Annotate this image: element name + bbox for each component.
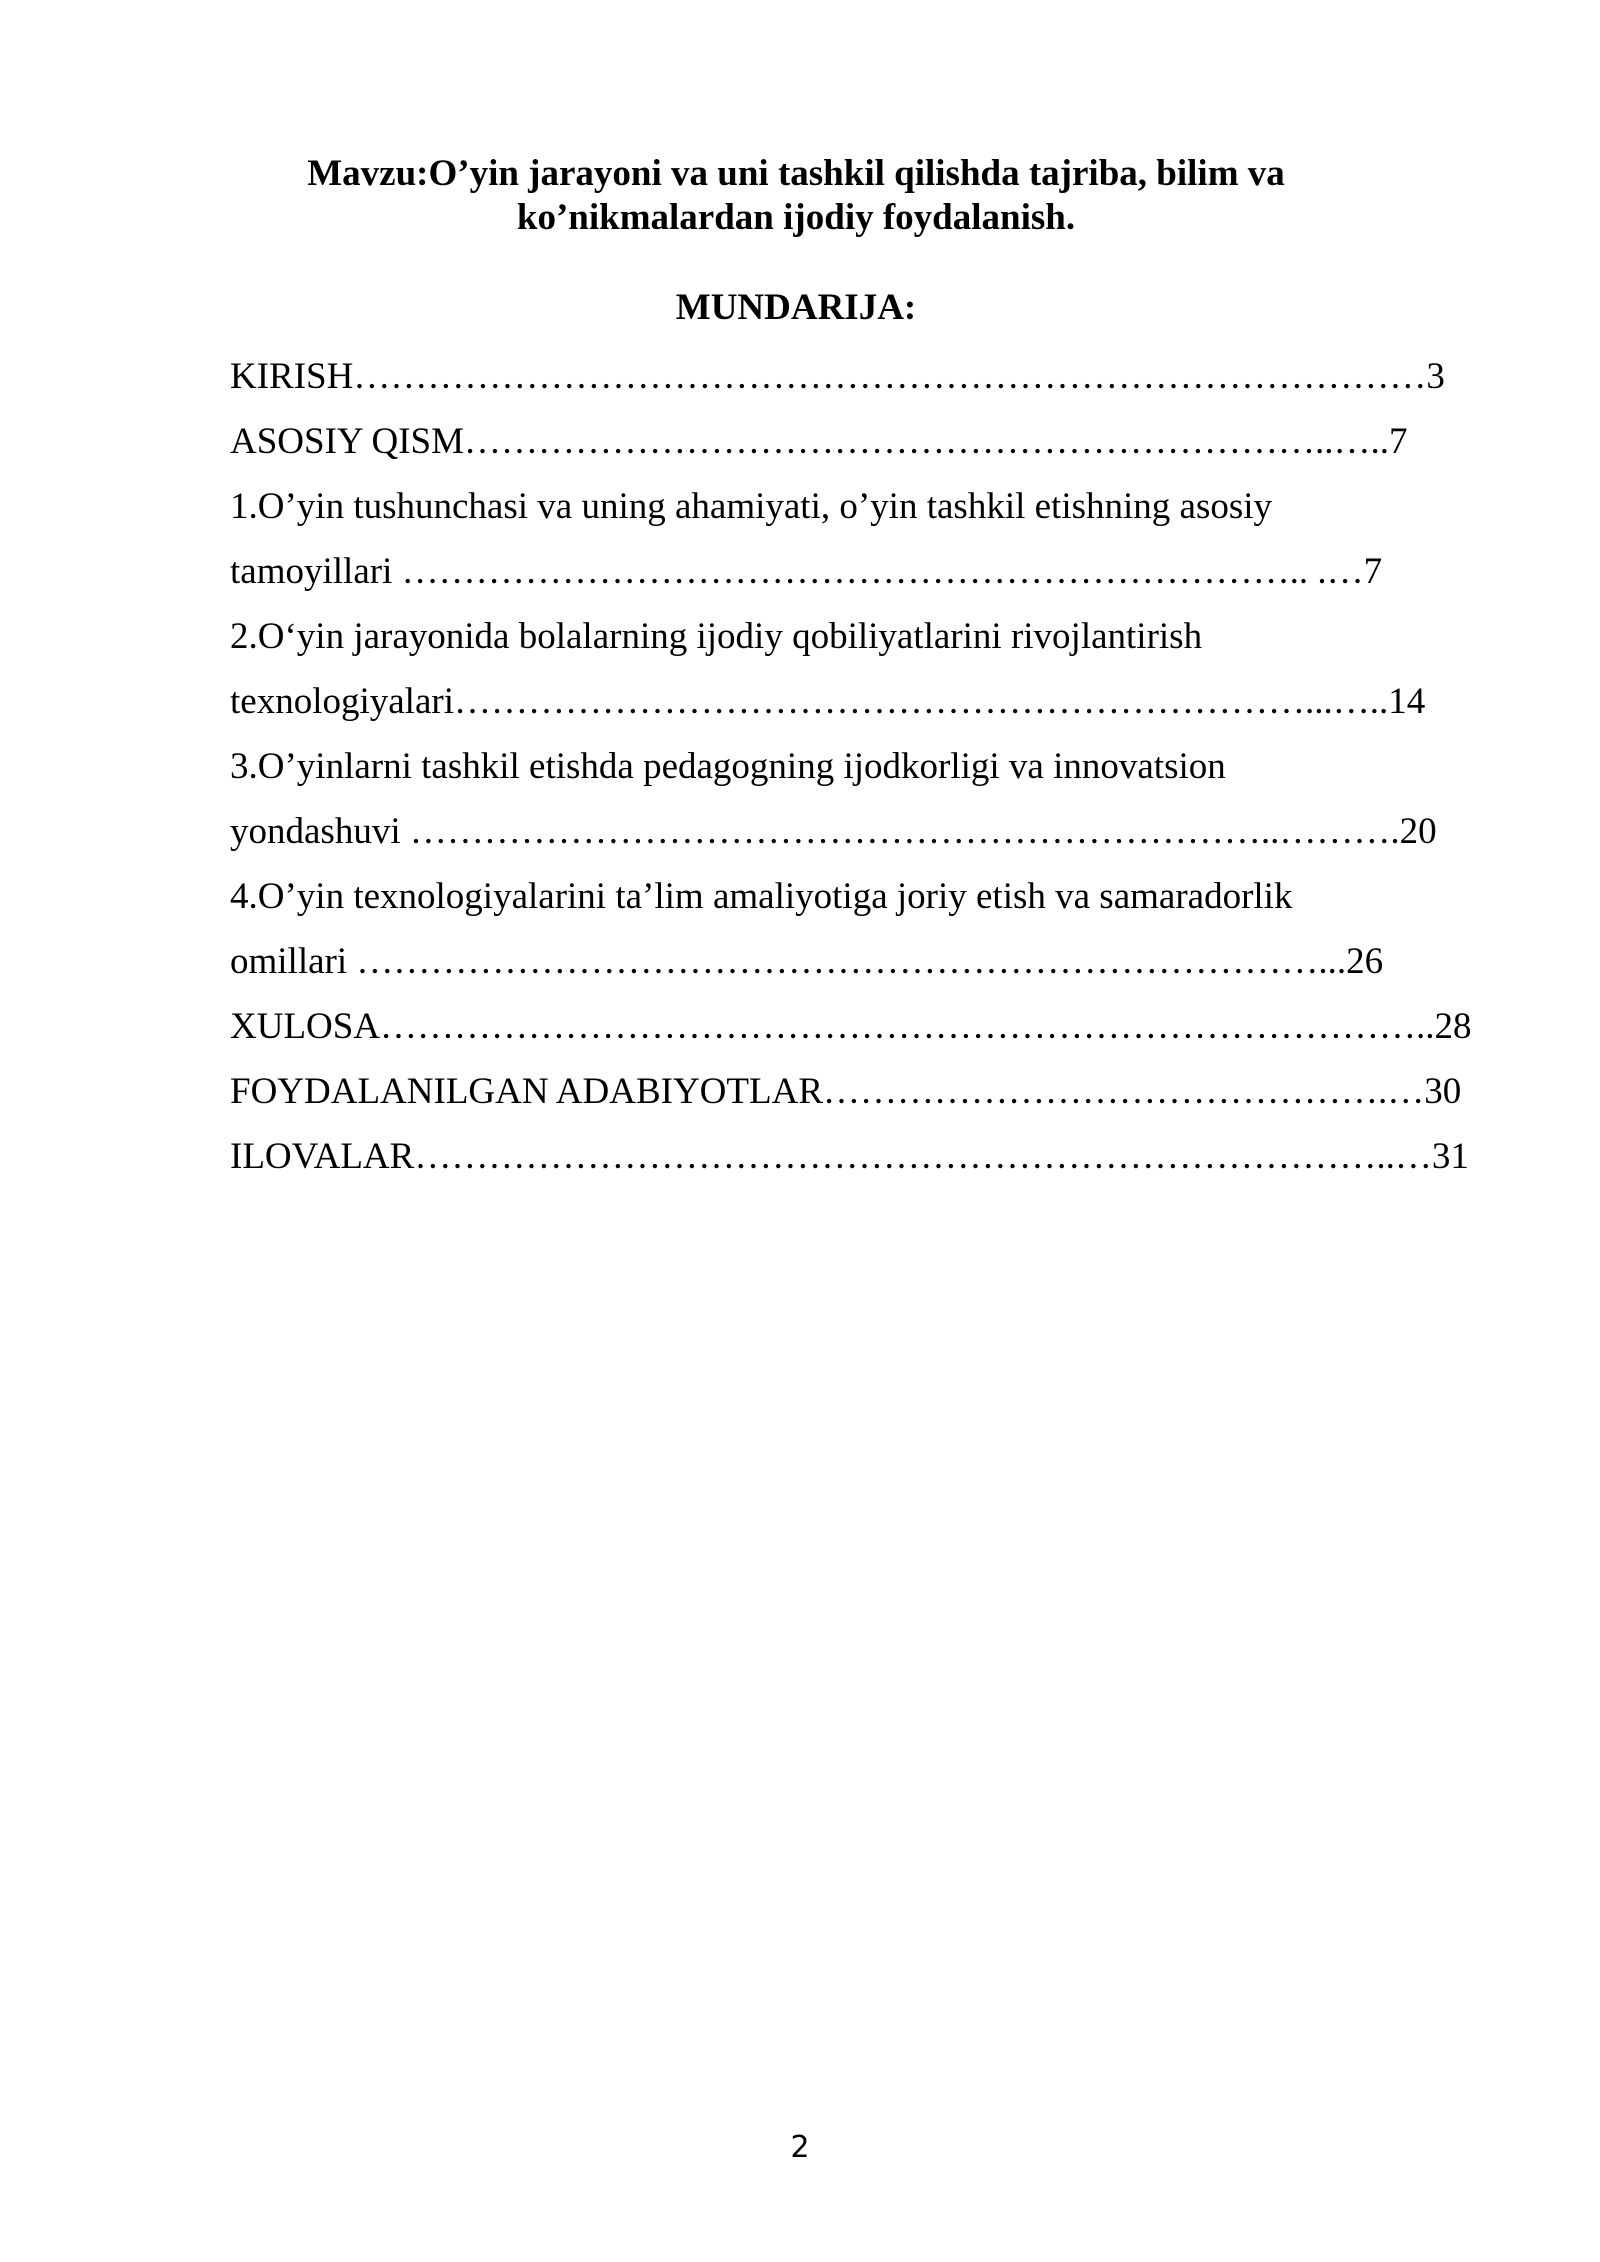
document-title-line-2: ko’nikmalardan ijodiy foydalanish. [516,197,1076,238]
toc-entry-4-line-2: omillari ……………………………………………………………………...26 [230,941,1384,982]
toc-entry-foydalanilgan-adabiyotlar: FOYDALANILGAN ADABIYOTLAR……………………………………….…30 [230,1071,1462,1112]
toc-entry-1-line-1: 1.O’yin tushunchasi va uning ahamiyati, o’yin tashkil etishning asosiy [230,486,1273,527]
toc-entry-2-line-2: texnologiyalari……………………………………………………………...…..14 [230,681,1426,722]
toc-entry-1-line-2: tamoyillari ……………………………………………………………….. .…7 [230,551,1383,592]
toc-entry-2-line-1: 2.O‘yin jarayonida bolalarning ijodiy qobiliyatlarini rivojlantirish [230,616,1203,657]
toc-entry-ilovalar: ILOVALAR……………………………………………………………………..…31 [230,1136,1469,1177]
toc-entry-4-line-1: 4.O’yin texnologiyalarini ta’lim amaliyotiga joriy etish va samaradorlik [230,876,1293,917]
toc-heading: MUNDARIJA: [675,287,917,328]
document-title-line-1: Mavzu:O’yin jarayoni va uni tashkil qilishda tajriba, bilim va [307,153,1285,194]
toc-entry-kirish: KIRISH……………………………………………………………………………3 [230,356,1445,397]
toc-entry-xulosa: XULOSA…………………………………………………………………………..28 [230,1006,1472,1047]
toc-entry-3-line-1: 3.O’yinlarni tashkil etishda pedagogning ijodkorligi va innovatsion [230,746,1226,787]
toc-entry-asosiy-qism: ASOSIY QISM……………………………………………………………..…..7 [230,421,1408,462]
toc-entry-3-line-2: yondashuvi ……………………………………………………………..……….20 [230,811,1437,852]
page-number: 2 [790,2130,810,2165]
